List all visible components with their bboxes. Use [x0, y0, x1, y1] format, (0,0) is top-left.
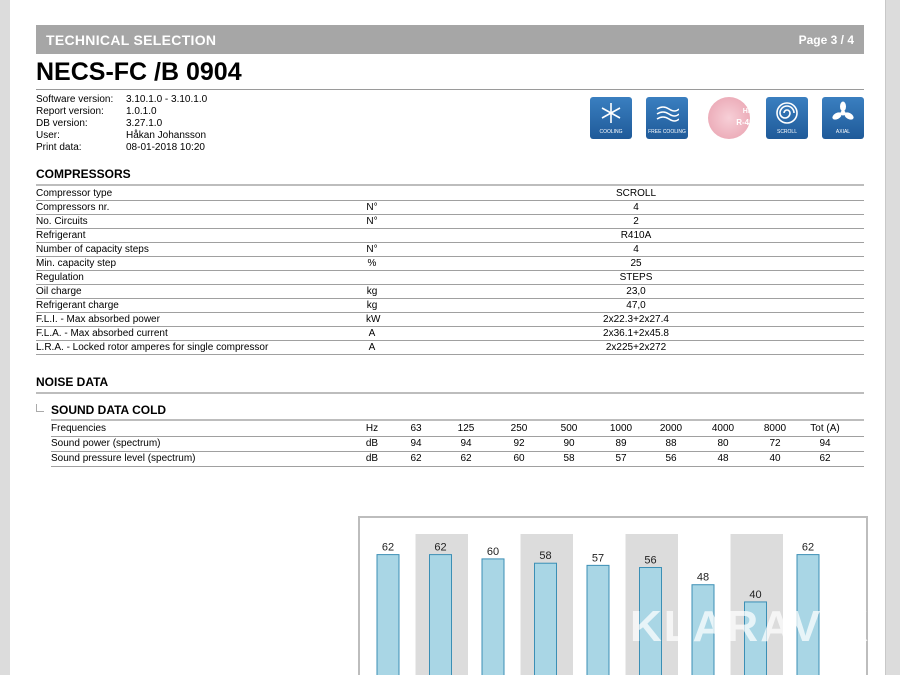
row-unit: N° [366, 216, 378, 227]
row-cell: 2000 [659, 423, 683, 434]
row-unit: A [368, 342, 376, 353]
hfc-label: HFC [742, 108, 758, 115]
meta-value: 08-01-2018 10:20 [126, 142, 205, 153]
meta-label: DB version: [36, 118, 88, 129]
row-unit: N° [366, 244, 378, 255]
sound-data-table [51, 422, 864, 467]
row-unit: Hz [365, 423, 379, 434]
row-label: Oil charge [36, 286, 82, 297]
row-label: Compressor type [36, 188, 113, 199]
row-value: SCROLL [615, 188, 656, 199]
table-row [36, 257, 864, 271]
table-row [36, 299, 864, 313]
table-row [36, 215, 864, 229]
meta-value: Håkan Johansson [126, 130, 207, 141]
table-row [36, 229, 864, 243]
snowflake-icon [590, 97, 632, 139]
meta-value: 1.0.1.0 [126, 106, 157, 117]
row-cell: 250 [510, 423, 528, 434]
meta-label: Report version: [36, 106, 104, 117]
chart-bar [535, 563, 557, 675]
row-value: 2x22.3+2x27.4 [603, 314, 669, 325]
table-row [36, 201, 864, 215]
row-label: Compressors nr. [36, 202, 110, 213]
model-title: NECS-FC /B 0904 [36, 58, 242, 86]
section-header-bar [36, 25, 864, 54]
bar-value-label: 62 [381, 541, 395, 554]
bar-value-label: 48 [696, 571, 710, 584]
bar-value-label: 56 [644, 554, 657, 567]
row-value: R410A [620, 230, 652, 241]
row-cell: 1000 [609, 423, 633, 434]
row-unit: kW [366, 314, 381, 325]
table-row [51, 437, 864, 452]
page-number: Page 3 / 4 [798, 33, 854, 47]
row-unit: % [367, 258, 377, 269]
row-cell: 94 [460, 438, 472, 449]
free-cooling-icon [646, 97, 688, 139]
row-value: 2x36.1+2x45.8 [603, 328, 669, 339]
tree-connector-icon [36, 404, 44, 412]
row-cell: 56 [665, 453, 677, 464]
row-cell: Tot (A) [810, 423, 840, 434]
row-label: L.R.A. - Locked rotor amperes for single compressor [36, 342, 269, 353]
row-label: Refrigerant charge [36, 300, 119, 311]
icon-caption: COOLING [599, 129, 623, 135]
compressors-table [36, 187, 864, 355]
sound-data-divider [51, 419, 864, 421]
scroll-icon [766, 97, 808, 139]
hfc-badge-icon [708, 97, 764, 139]
row-label: Frequencies [51, 423, 107, 434]
noise-heading: NOISE DATA [36, 375, 109, 389]
row-label: Min. capacity step [36, 258, 117, 269]
row-cell: 125 [457, 423, 475, 434]
meta-label: User: [36, 130, 60, 141]
row-cell: 62 [460, 453, 472, 464]
row-label: Regulation [36, 272, 84, 283]
row-unit: N° [366, 202, 378, 213]
report-meta [36, 94, 207, 154]
row-cell: 500 [560, 423, 578, 434]
row-cell: 72 [769, 438, 781, 449]
row-cell: 58 [563, 453, 575, 464]
row-label: Sound pressure level (spectrum) [51, 453, 196, 464]
table-row [36, 341, 864, 355]
row-cell: 88 [665, 438, 677, 449]
row-cell: 89 [615, 438, 627, 449]
meta-value: 3.27.1.0 [126, 118, 163, 129]
row-cell: 62 [819, 453, 831, 464]
row-value: 4 [633, 244, 639, 255]
bar-value-label: 40 [749, 588, 762, 601]
row-label: Sound power (spectrum) [51, 438, 161, 449]
table-row [36, 271, 864, 285]
row-label: F.L.A. - Max absorbed current [36, 328, 168, 339]
row-cell: 80 [717, 438, 729, 449]
compressors-divider [36, 184, 864, 186]
row-cell: 63 [410, 423, 422, 434]
row-cell: 57 [615, 453, 627, 464]
row-cell: 48 [717, 453, 729, 464]
row-unit: dB [365, 453, 379, 464]
row-value: 2 [633, 216, 639, 227]
chart-bar [377, 555, 399, 675]
row-unit: A [368, 328, 376, 339]
meta-label: Print data: [36, 142, 82, 153]
row-unit: kg [366, 300, 378, 311]
chart-bar [430, 555, 452, 675]
row-cell: 60 [513, 453, 525, 464]
icon-caption: SCROLL [776, 129, 797, 135]
bar-value-label: 62 [434, 541, 447, 554]
noise-divider [36, 392, 864, 394]
chart-bar [587, 565, 609, 675]
table-row [36, 243, 864, 257]
table-row [51, 422, 864, 437]
row-value: 23,0 [626, 286, 646, 297]
icon-caption: AXIAL [835, 129, 851, 135]
row-value: 47,0 [626, 300, 646, 311]
compressors-heading: COMPRESSORS [36, 167, 131, 181]
row-value: 25 [630, 258, 642, 269]
row-cell: 90 [563, 438, 575, 449]
row-label: Number of capacity steps [36, 244, 149, 255]
row-unit: dB [365, 438, 379, 449]
row-label: F.L.I. - Max absorbed power [36, 314, 160, 325]
row-value: STEPS [619, 272, 653, 283]
row-unit: kg [366, 286, 378, 297]
row-value: 4 [633, 202, 639, 213]
table-row [51, 452, 864, 467]
chart-bar [482, 559, 504, 675]
row-cell: 94 [410, 438, 422, 449]
meta-value: 3.10.1.0 - 3.10.1.0 [126, 94, 208, 105]
row-cell: 8000 [763, 423, 787, 434]
table-row [36, 285, 864, 299]
refrigerant-label: R-410A [736, 118, 764, 127]
row-cell: 4000 [711, 423, 735, 434]
title-divider [36, 89, 864, 90]
table-row [36, 327, 864, 341]
watermark: KLARAVIK [630, 602, 871, 651]
row-cell: 92 [513, 438, 525, 449]
bar-value-label: 60 [486, 545, 500, 558]
axial-fan-icon [822, 97, 864, 139]
bar-value-label: 58 [539, 550, 552, 563]
bar-value-label: 57 [591, 552, 605, 565]
icon-caption: FREE COOLING [648, 129, 686, 135]
bar-value-label: 62 [801, 541, 815, 554]
row-label: Refrigerant [36, 230, 86, 241]
table-row [36, 313, 864, 327]
table-row [36, 187, 864, 201]
row-cell: 40 [769, 453, 781, 464]
sound-data-cold-heading: SOUND DATA COLD [51, 403, 167, 417]
row-label: No. Circuits [36, 216, 88, 227]
header-title: TECHNICAL SELECTION [46, 32, 217, 48]
row-cell: 62 [410, 453, 422, 464]
row-value: 2x225+2x272 [605, 342, 667, 353]
row-cell: 94 [819, 438, 831, 449]
meta-label: Software version: [36, 94, 114, 105]
report-page [10, 0, 886, 675]
